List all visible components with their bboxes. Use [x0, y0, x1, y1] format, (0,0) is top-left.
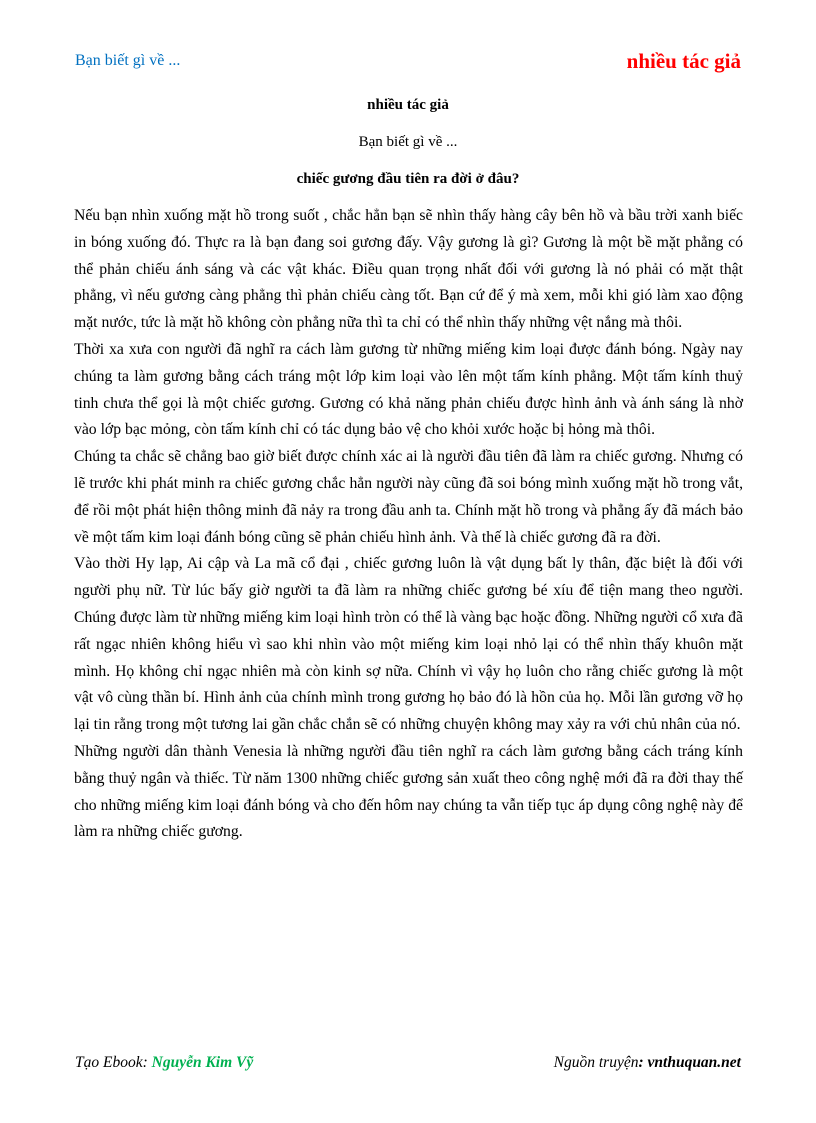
footer-ebook-sep: :: [142, 1054, 152, 1071]
footer-ebook-label: Tạo Ebook: [75, 1054, 143, 1071]
header-left-text: Bạn biết gì về ...: [75, 52, 181, 69]
footer-source-label: Nguồn truyện: [553, 1054, 639, 1071]
author-line: nhiều tác giả: [367, 97, 449, 113]
paragraph-3: Chúng ta chắc sẽ chẳng bao giờ biết được chính xác ai là người đầu tiên đã làm ra chiếc gương. Nhưng có lẽ trước khi phát minh ra chiếc gương chắc hẳn người này cũng đã soi bóng mình xuống mặt hồ trong vắt, để rồi một phát hiện thông minh đã nảy ra trong đầu anh ta. Chính mặt hồ trong và phẳng ấy đã mách bảo về một tấm kim loại đánh bóng cũng sẽ phản chiếu hình ảnh. Và thế là chiếc gương đã ra đời.: [74, 448, 743, 546]
paragraph-5: Những người dân thành Venesia là những người đầu tiên nghĩ ra cách làm gương bằng cách tráng kính bằng thuỷ ngân và thiếc. Từ năm 1300 những chiếc gương sản xuất theo công nghệ mới đã ra đời thay thế cho những miếng kim loại đánh bóng và cho đến hôm nay chúng ta vẫn tiếp tục áp dụng công nghệ này để làm ra những chiếc gương.: [74, 742, 743, 841]
footer-source-name: vnthuquan.net: [647, 1054, 741, 1071]
paragraph-2: Thời xa xưa con người đã nghĩ ra cách làm gương từ những miếng kim loại được đánh bóng. Ngày nay chúng ta làm gương bằng cách tráng một lớp kim loại vào lên một tấm kính phẳng. Một tấm kính thuỷ tinh chưa thể gọi là một chiếc gương. Gương có khả năng phản chiếu được hình ảnh và ánh sáng là nhờ vào lớp bạc mỏng, còn tấm kính chỉ có tác dụng bảo vệ cho khỏi xước hoặc bị hỏng mà thôi.: [74, 340, 743, 439]
header-right-text: nhiều tác giả: [626, 49, 741, 73]
footer-source-sep: :: [638, 1054, 648, 1071]
article-title: chiếc gương đầu tiên ra đời ở đâu?: [296, 171, 520, 187]
paragraph-4: Vào thời Hy lạp, Ai cập và La mã cổ đại , chiếc gương luôn là vật dụng bất ly thân, đặc biệt là đối với người phụ nữ. Từ lúc bấy giờ người ta đã làm ra những chiếc gương bé xíu để tiện mang theo người. Chúng được làm từ những miếng kim loại hình tròn có thể là vàng bạc hoặc đồng. Những người cổ xưa đã rất ngạc nhiên không hiểu vì sao khi nhìn vào một miếng kim loại nhỏ lại có thể nhìn thấy khuôn mặt mình. Họ không chỉ ngạc nhiên mà còn kinh sợ nữa. Chính vì vậy họ luôn cho rằng chiếc gương là một vật vô cùng thần bí. Hình ảnh của chính mình trong gương họ bảo đó là hồn của họ. Mỗi lần gương vỡ họ lại tin rằng trong một tương lai gần chắc chắn sẽ có những chuyện không may xảy ra với chủ nhân của nó.: [74, 555, 743, 734]
subtitle-line: Bạn biết gì về ...: [358, 134, 458, 150]
footer-ebook-credit: [75, 1054, 253, 1072]
article-body: [74, 203, 743, 846]
footer-ebook-name: Nguyễn Kim Vỹ: [151, 1054, 254, 1071]
paragraph-1: Nếu bạn nhìn xuống mặt hồ trong suốt , chắc hẳn bạn sẽ nhìn thấy hàng cây bên hồ và bầu trời xanh biếc in bóng xuống đó. Thực ra là bạn đang soi gương đấy. Vậy gương là gì? Gương là một bề mặt phẳng có thể phản chiếu ánh sáng và các vật khác. Điều quan trọng nhất đối với gương là nó phải có mặt thật phẳng, vì nếu gương càng phẳng thì phản chiếu càng tốt. Bạn cứ để ý mà xem, mỗi khi gió làm xao động mặt nước, tức là mặt hồ không còn phẳng nữa thì ta chỉ có thể nhìn thấy những vệt nắng mà thôi.: [74, 207, 743, 332]
footer-source-credit: [554, 1054, 741, 1072]
